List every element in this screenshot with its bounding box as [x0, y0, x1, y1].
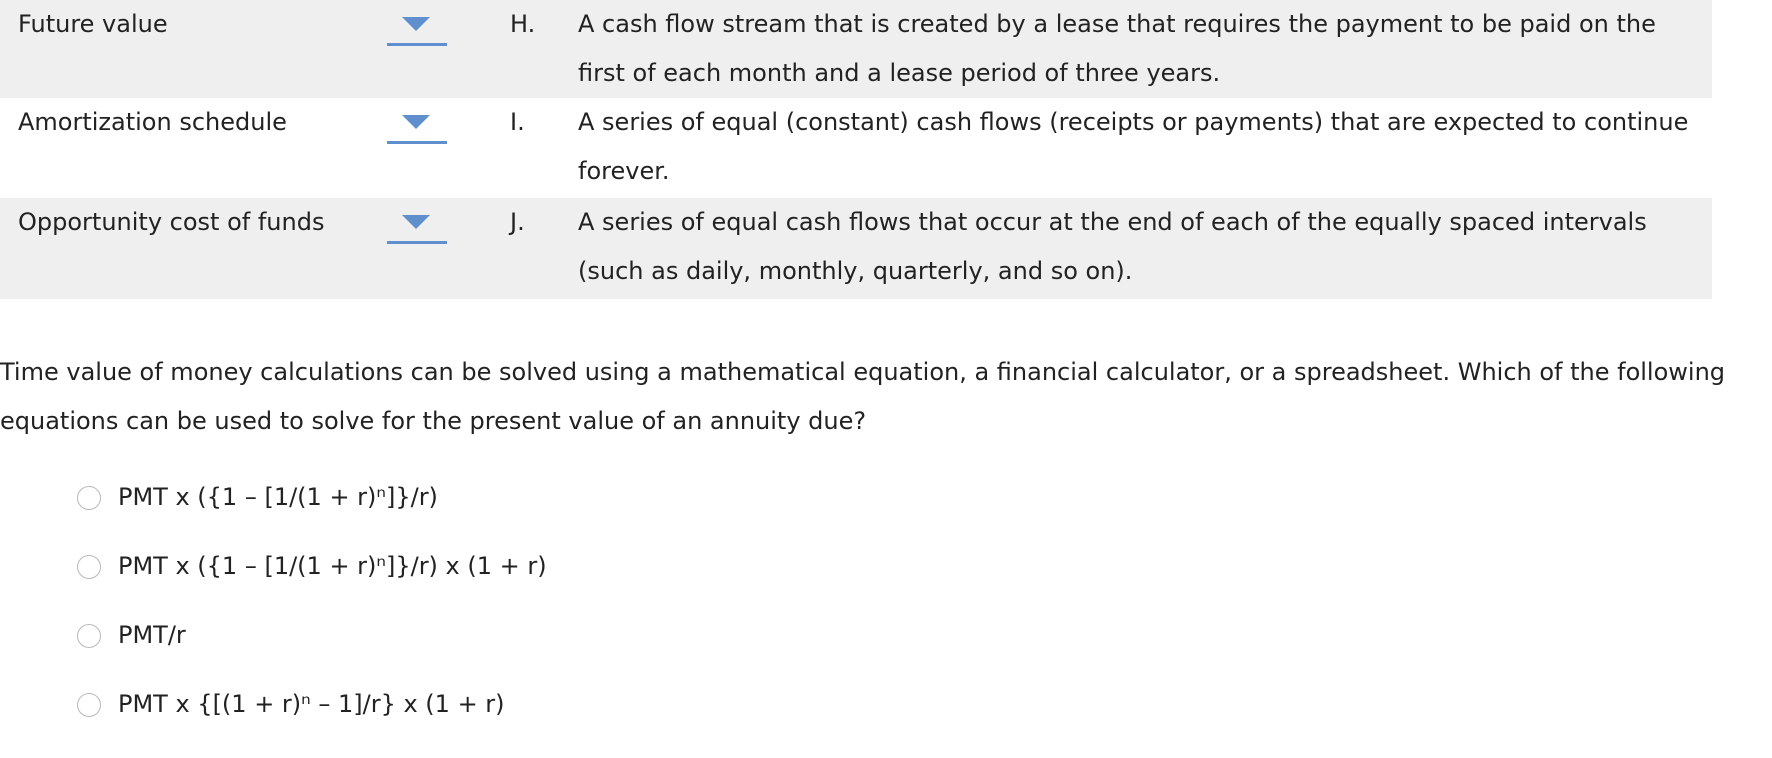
term-label: Future value — [18, 10, 168, 38]
matching-row — [0, 198, 1712, 299]
definition-letter: I. — [510, 108, 525, 136]
dropdown-underline — [387, 241, 447, 244]
answer-dropdown[interactable] — [387, 8, 447, 46]
option-label[interactable]: PMT x ({1 – [1/(1 + r)ⁿ]}/r) x (1 + r) — [118, 552, 547, 580]
radio-icon[interactable] — [77, 693, 101, 717]
dropdown-underline — [387, 43, 447, 46]
matching-row — [0, 0, 1712, 98]
definition-text: A series of equal cash flows that occur at the end of each of the equally spaced intervals (such as daily, monthly, quarterly, and so on). — [578, 208, 1647, 285]
caret-down-icon — [402, 17, 430, 31]
term-label: Amortization schedule — [18, 108, 287, 136]
radio-icon[interactable] — [77, 624, 101, 648]
dropdown-underline — [387, 141, 447, 144]
question-text: Time value of money calculations can be solved using a mathematical equation, a financial calculator, or a spreadsheet. Which of the following equations can be used to solve for the present value of an annuity due? — [0, 358, 1726, 435]
answer-dropdown[interactable] — [387, 206, 447, 244]
caret-down-icon — [402, 115, 430, 129]
option-label[interactable]: PMT x ({1 – [1/(1 + r)ⁿ]}/r) — [118, 483, 438, 511]
option-label[interactable]: PMT x {[(1 + r)ⁿ – 1]/r} x (1 + r) — [118, 690, 505, 718]
radio-icon[interactable] — [77, 486, 101, 510]
definition-letter: H. — [510, 10, 536, 38]
matching-row — [0, 98, 1712, 198]
caret-down-icon — [402, 215, 430, 229]
radio-icon[interactable] — [77, 555, 101, 579]
matching-table — [0, 0, 1712, 299]
term-label: Opportunity cost of funds — [18, 208, 325, 236]
definition-text: A series of equal (constant) cash flows (receipts or payments) that are expected to continue forever. — [578, 108, 1689, 185]
definition-letter: J. — [510, 208, 525, 236]
option-label[interactable]: PMT/r — [118, 621, 186, 649]
definition-text: A cash flow stream that is created by a lease that requires the payment to be paid on the first of each month and a lease period of three years. — [578, 10, 1656, 87]
answer-dropdown[interactable] — [387, 106, 447, 144]
